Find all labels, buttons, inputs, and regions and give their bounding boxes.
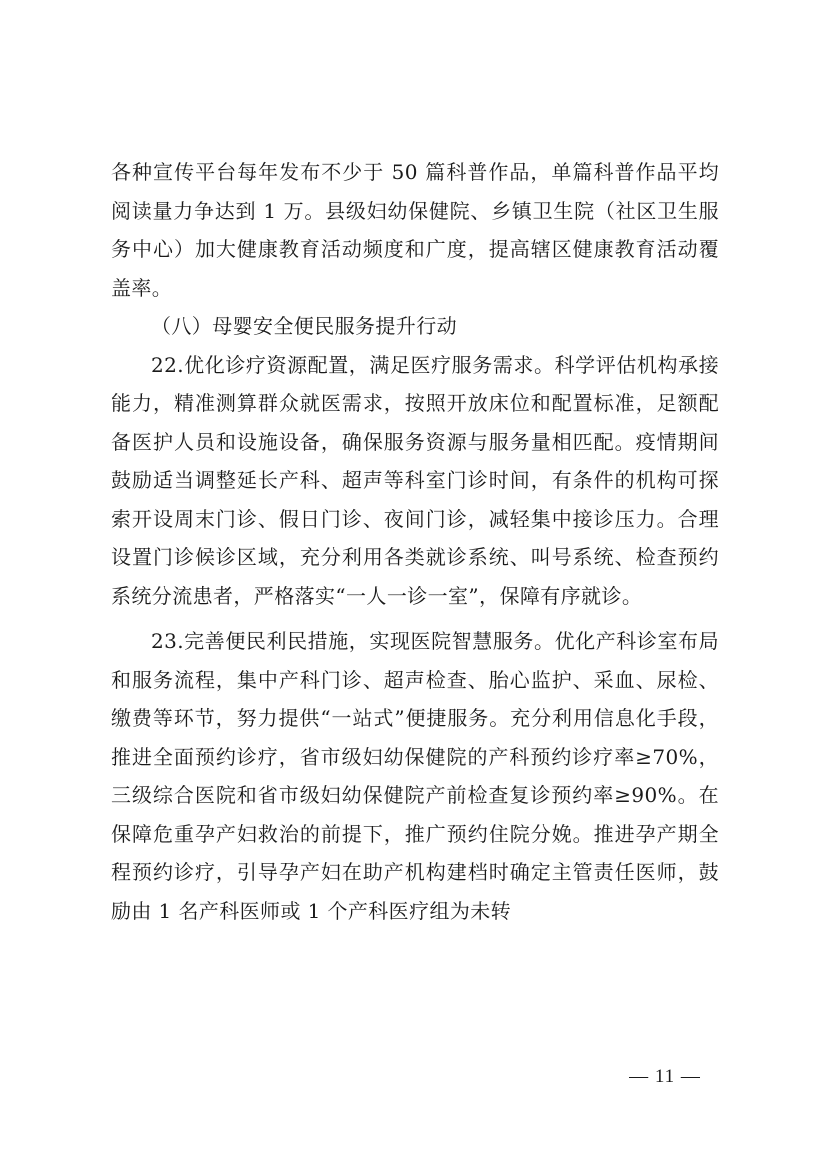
section-heading: （八）母婴安全便民服务提升行动 (151, 314, 457, 338)
paragraph-continuation: 各种宣传平台每年发布不少于 50 篇科普作品，单篇科普作品平均阅读量力争达到 1 万。县级妇幼保健院、乡镇卫生院（社区卫生服务中心）加大健康教育活动频度和广度，提高辖区健康教育活动覆盖率。 (111, 160, 719, 300)
paragraph-spacer (111, 615, 719, 622)
page-number: — 11 — (629, 1066, 701, 1087)
paragraph-item-23: 23.完善便民利民措施，实现医院智慧服务。优化产科诊室布局和服务流程，集中产科门诊、超声检查、胎心监护、采血、尿检、缴费等环节，努力提供“一站式”便捷服务。充分利用信息化手段，推进全面预约诊疗，省市级妇幼保健院的产科预约诊疗率≥70%，三级综合医院和省市级妇幼保健院产前检查复诊预约率≥90%。在保障危重孕产妇救治的前提下，推广预约住院分娩。推进孕产期全程预约诊疗，引导孕产妇在助产机构建档时确定主管责任医师，鼓励由 1 名产科医师或 1 个产科医疗组为未转 (111, 629, 719, 923)
paragraph-item-22: 22.优化诊疗资源配置，满足医疗服务需求。科学评估机构承接能力，精准测算群众就医需求，按照开放床位和配置标准，足额配备医护人员和设施设备，确保服务资源与服务量相匹配。疫情期间鼓励适当调整延长产科、超声等科室门诊时间，有条件的机构可探索开设周末门诊、假日门诊、夜间门诊，减轻集中接诊压力。合理设置门诊候诊区域，充分利用各类就诊系统、叫号系统、检查预约系统分流患者，严格落实“一人一诊一室”，保障有序就诊。 (111, 352, 719, 608)
document-body (111, 153, 719, 930)
